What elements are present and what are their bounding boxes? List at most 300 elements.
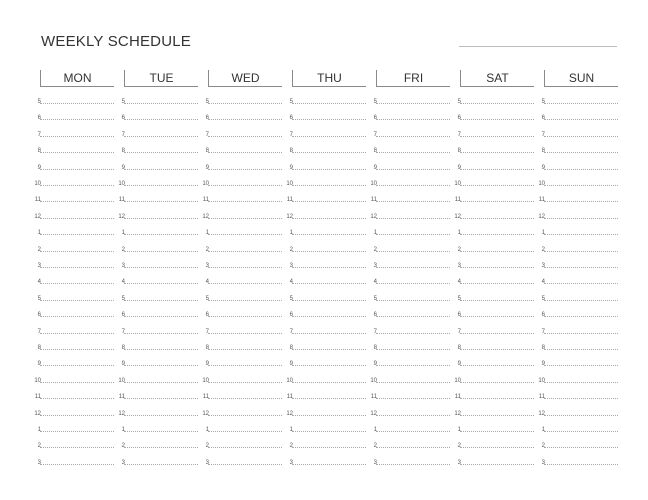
hour-row[interactable]	[121, 115, 199, 125]
hour-label: 12	[370, 410, 377, 417]
hour-row[interactable]	[37, 99, 115, 109]
hour-row[interactable]	[541, 427, 619, 437]
hour-row[interactable]	[457, 132, 535, 142]
hour-row[interactable]	[289, 427, 367, 437]
hour-label: 8	[289, 148, 293, 155]
hour-row[interactable]	[289, 247, 367, 257]
hour-row[interactable]	[202, 410, 283, 421]
hour-row[interactable]	[541, 279, 619, 289]
hour-line	[208, 349, 282, 350]
hour-line	[376, 382, 450, 383]
hour-row[interactable]	[541, 460, 619, 470]
hour-row[interactable]	[289, 312, 367, 322]
hour-label: 11	[454, 394, 461, 401]
hour-row[interactable]	[457, 99, 535, 109]
hour-label: 11	[370, 394, 377, 401]
hour-row[interactable]	[34, 197, 115, 207]
hour-line	[376, 316, 450, 317]
hour-row[interactable]	[541, 99, 619, 109]
hour-label: 6	[373, 115, 377, 122]
hour-line	[40, 283, 114, 284]
hour-line	[208, 152, 282, 153]
hour-row[interactable]	[205, 165, 283, 175]
hour-row[interactable]	[289, 99, 367, 109]
hour-line	[292, 251, 366, 252]
hour-row[interactable]	[205, 247, 283, 257]
hour-row[interactable]	[457, 329, 535, 339]
hour-line	[544, 234, 618, 235]
hour-label: 12	[454, 213, 461, 220]
hour-row[interactable]	[373, 165, 451, 175]
hour-row[interactable]	[118, 197, 199, 207]
hour-row[interactable]	[289, 132, 367, 142]
hour-label: 4	[541, 279, 545, 286]
day-header	[460, 70, 534, 87]
hour-label: 12	[286, 410, 293, 417]
hour-line	[40, 382, 114, 383]
hour-row[interactable]	[541, 148, 619, 158]
hour-row[interactable]	[34, 213, 115, 224]
hour-row[interactable]	[538, 197, 619, 207]
hour-line	[40, 349, 114, 350]
hour-row[interactable]	[37, 115, 115, 125]
hour-row[interactable]	[37, 165, 115, 175]
day-label: WED	[231, 71, 260, 85]
hour-row[interactable]	[34, 410, 115, 421]
hour-label: 3	[37, 263, 41, 269]
hour-row[interactable]	[37, 132, 115, 142]
hour-label: 9	[205, 361, 209, 368]
hour-row[interactable]	[538, 410, 619, 421]
hour-row[interactable]	[541, 165, 619, 175]
hour-label: 11	[118, 394, 125, 401]
hour-row[interactable]	[205, 148, 283, 158]
hour-row[interactable]	[289, 115, 367, 125]
hour-row[interactable]	[373, 148, 451, 158]
hour-line	[40, 136, 114, 137]
hour-row[interactable]	[34, 181, 115, 191]
hour-row[interactable]	[205, 279, 283, 289]
hour-row[interactable]	[37, 263, 115, 273]
hour-line	[460, 300, 534, 301]
hour-row[interactable]	[121, 148, 199, 158]
hour-label: 11	[34, 394, 41, 401]
hour-label: 10	[538, 377, 545, 384]
hour-label: 12	[118, 213, 125, 220]
hour-row[interactable]	[286, 181, 367, 191]
hour-line	[376, 447, 450, 448]
hour-label: 10	[538, 181, 545, 187]
hour-row[interactable]	[289, 165, 367, 175]
hour-row[interactable]	[205, 312, 283, 322]
hour-line	[376, 415, 450, 416]
hour-label: 1	[457, 230, 461, 237]
hour-row[interactable]	[373, 329, 451, 339]
hour-line	[124, 398, 198, 399]
hour-row[interactable]	[121, 312, 199, 322]
hour-label: 7	[457, 131, 461, 138]
hour-label: 12	[370, 213, 377, 220]
hour-label: 3	[541, 263, 545, 269]
hour-line	[460, 267, 534, 268]
hour-label: 6	[289, 312, 293, 319]
hour-row[interactable]	[541, 263, 619, 273]
hour-line	[460, 119, 534, 120]
hour-label: 1	[205, 427, 209, 433]
hour-row[interactable]	[538, 213, 619, 224]
hour-label: 10	[34, 377, 41, 384]
hour-row[interactable]	[37, 312, 115, 322]
hour-label: 7	[373, 328, 377, 335]
hour-row[interactable]	[121, 443, 199, 453]
hour-label: 2	[541, 443, 545, 450]
hour-row[interactable]	[370, 394, 451, 404]
hour-row[interactable]	[205, 329, 283, 339]
hour-row[interactable]	[286, 197, 367, 207]
day-header	[124, 70, 198, 87]
hour-row[interactable]	[541, 345, 619, 355]
hour-line	[544, 267, 618, 268]
hour-row[interactable]	[37, 361, 115, 371]
hour-row[interactable]	[289, 443, 367, 453]
hour-row[interactable]	[205, 99, 283, 109]
day-header	[376, 70, 450, 87]
hour-label: 12	[34, 213, 41, 220]
hour-line	[292, 218, 366, 219]
hour-row[interactable]	[370, 377, 451, 388]
hour-label: 11	[538, 197, 545, 204]
hour-row[interactable]	[205, 296, 283, 306]
hour-row[interactable]	[373, 443, 451, 453]
hour-line	[544, 316, 618, 317]
hour-row[interactable]	[541, 230, 619, 240]
hour-row[interactable]	[370, 410, 451, 421]
hour-line	[544, 365, 618, 366]
hour-line	[124, 185, 198, 186]
hour-row[interactable]	[37, 345, 115, 355]
hour-row[interactable]	[202, 181, 283, 191]
hour-row[interactable]	[286, 394, 367, 404]
hour-row[interactable]	[289, 361, 367, 371]
hour-row[interactable]	[538, 181, 619, 191]
hour-row[interactable]	[37, 460, 115, 470]
hour-row[interactable]	[118, 377, 199, 388]
hour-row[interactable]	[121, 230, 199, 240]
hour-row[interactable]	[457, 361, 535, 371]
hour-row[interactable]	[541, 296, 619, 306]
hour-line	[376, 283, 450, 284]
hour-row[interactable]	[457, 279, 535, 289]
hour-row[interactable]	[370, 181, 451, 191]
hour-line	[124, 300, 198, 301]
hour-line	[208, 218, 282, 219]
hour-line	[40, 119, 114, 120]
hour-label: 3	[373, 459, 377, 466]
hour-row[interactable]	[205, 443, 283, 453]
hour-row[interactable]	[373, 99, 451, 109]
hour-line	[124, 251, 198, 252]
hour-row[interactable]	[205, 132, 283, 142]
hour-line	[124, 234, 198, 235]
hour-row[interactable]	[541, 247, 619, 257]
hour-label: 6	[457, 115, 461, 122]
hour-row[interactable]	[454, 377, 535, 388]
hour-line	[376, 431, 450, 432]
hour-row[interactable]	[289, 279, 367, 289]
hour-label: 9	[37, 361, 41, 368]
hour-row[interactable]	[202, 394, 283, 404]
hour-row[interactable]	[121, 460, 199, 470]
hour-line	[208, 464, 282, 465]
hour-line	[124, 136, 198, 137]
hour-row[interactable]	[454, 410, 535, 421]
hour-label: 11	[538, 394, 545, 401]
hour-row[interactable]	[373, 115, 451, 125]
hour-label: 2	[121, 443, 125, 450]
hour-row[interactable]	[538, 394, 619, 404]
hour-row[interactable]	[370, 197, 451, 207]
hour-line	[208, 169, 282, 170]
hour-row[interactable]	[37, 329, 115, 339]
hour-label: 7	[457, 328, 461, 335]
hour-row[interactable]	[457, 115, 535, 125]
hour-row[interactable]	[121, 361, 199, 371]
hour-row[interactable]	[286, 377, 367, 388]
hour-row[interactable]	[205, 345, 283, 355]
day-header	[40, 70, 114, 87]
hour-row[interactable]	[121, 345, 199, 355]
hour-label: 3	[373, 263, 377, 269]
hour-row[interactable]	[37, 443, 115, 453]
hour-line	[292, 365, 366, 366]
hour-line	[544, 300, 618, 301]
hour-row[interactable]	[457, 247, 535, 257]
hour-label: 2	[457, 443, 461, 450]
hour-label: 11	[286, 197, 293, 204]
hour-row[interactable]	[454, 197, 535, 207]
hour-label: 8	[205, 345, 209, 351]
hour-label: 12	[202, 213, 209, 220]
hour-row[interactable]	[541, 312, 619, 322]
hour-line	[376, 152, 450, 153]
hour-row[interactable]	[457, 312, 535, 322]
hour-label: 3	[457, 459, 461, 466]
hour-row[interactable]	[289, 230, 367, 240]
hour-label: 7	[37, 328, 41, 335]
hour-label: 6	[541, 312, 545, 319]
hour-row[interactable]	[37, 247, 115, 257]
hour-row[interactable]	[457, 345, 535, 355]
hour-row[interactable]	[457, 263, 535, 273]
hour-row[interactable]	[541, 361, 619, 371]
hour-line	[544, 382, 618, 383]
hour-label: 5	[541, 295, 545, 302]
hour-row[interactable]	[373, 247, 451, 257]
hour-row[interactable]	[37, 427, 115, 437]
day-header	[208, 70, 282, 87]
hour-line	[460, 464, 534, 465]
hour-line	[544, 169, 618, 170]
hour-line	[460, 431, 534, 432]
hour-line	[544, 464, 618, 465]
hour-row[interactable]	[34, 377, 115, 388]
hour-label: 11	[454, 197, 461, 204]
hour-row[interactable]	[121, 279, 199, 289]
hour-line	[292, 431, 366, 432]
day-header	[544, 70, 618, 87]
hour-row[interactable]	[373, 345, 451, 355]
hour-row[interactable]	[370, 213, 451, 224]
hour-row[interactable]	[202, 197, 283, 207]
hour-row[interactable]	[37, 296, 115, 306]
hour-row[interactable]	[37, 279, 115, 289]
hour-row[interactable]	[457, 165, 535, 175]
hour-label: 4	[457, 279, 461, 286]
hour-row[interactable]	[118, 213, 199, 224]
hour-line	[460, 152, 534, 153]
hour-row[interactable]	[205, 263, 283, 273]
hour-line	[544, 398, 618, 399]
hour-row[interactable]	[205, 115, 283, 125]
hour-row[interactable]	[373, 230, 451, 240]
hour-row[interactable]	[289, 148, 367, 158]
hour-row[interactable]	[205, 230, 283, 240]
hour-row[interactable]	[286, 213, 367, 224]
hour-line	[208, 201, 282, 202]
hour-row[interactable]	[121, 165, 199, 175]
hour-label: 11	[118, 197, 125, 204]
hour-row[interactable]	[373, 312, 451, 322]
hour-row[interactable]	[118, 181, 199, 191]
hour-line	[208, 185, 282, 186]
hour-row[interactable]	[121, 329, 199, 339]
hour-row[interactable]	[286, 410, 367, 421]
hour-row[interactable]	[373, 460, 451, 470]
hour-label: 6	[373, 312, 377, 319]
hour-row[interactable]	[121, 247, 199, 257]
hour-label: 3	[289, 459, 293, 466]
hour-row[interactable]	[202, 213, 283, 224]
hour-line	[376, 333, 450, 334]
hour-label: 1	[289, 230, 293, 237]
hour-label: 8	[541, 345, 545, 351]
hour-label: 12	[118, 410, 125, 417]
hour-row[interactable]	[121, 296, 199, 306]
hour-line	[292, 103, 366, 104]
hour-row[interactable]	[373, 279, 451, 289]
hour-label: 10	[370, 181, 377, 187]
hour-row[interactable]	[373, 132, 451, 142]
hour-row[interactable]	[205, 460, 283, 470]
hour-row[interactable]	[118, 410, 199, 421]
hour-line	[124, 119, 198, 120]
hour-row[interactable]	[121, 99, 199, 109]
hour-line	[292, 464, 366, 465]
hour-line	[208, 447, 282, 448]
hour-row[interactable]	[373, 361, 451, 371]
hour-label: 4	[121, 279, 125, 286]
hour-line	[40, 201, 114, 202]
hour-row[interactable]	[454, 213, 535, 224]
day-column-sun	[538, 70, 619, 470]
hour-row[interactable]	[121, 427, 199, 437]
hour-row[interactable]	[289, 329, 367, 339]
hour-label: 9	[457, 164, 461, 171]
hour-row[interactable]	[373, 263, 451, 273]
hour-row[interactable]	[373, 296, 451, 306]
hour-row[interactable]	[541, 115, 619, 125]
hour-label: 6	[205, 312, 209, 319]
hour-line	[460, 185, 534, 186]
day-label: TUE	[149, 71, 174, 85]
hour-label: 12	[34, 410, 41, 417]
hour-row[interactable]	[118, 394, 199, 404]
hour-label: 10	[286, 181, 293, 187]
hour-row[interactable]	[205, 361, 283, 371]
hour-label: 7	[121, 131, 125, 138]
hour-label: 8	[37, 148, 41, 155]
hour-row[interactable]	[538, 377, 619, 388]
hour-row[interactable]	[454, 181, 535, 191]
hour-label: 8	[121, 148, 125, 155]
hour-line	[124, 152, 198, 153]
hour-row[interactable]	[37, 148, 115, 158]
hour-line	[40, 267, 114, 268]
day-column-tue	[118, 70, 199, 470]
hour-row[interactable]	[454, 394, 535, 404]
hour-row[interactable]	[373, 427, 451, 437]
name-underline	[459, 46, 617, 47]
hour-line	[544, 201, 618, 202]
hour-row[interactable]	[205, 427, 283, 437]
hour-row[interactable]	[37, 230, 115, 240]
hour-line	[376, 136, 450, 137]
hour-label: 4	[37, 279, 41, 286]
hour-label: 2	[373, 246, 377, 253]
hour-label: 2	[289, 246, 293, 253]
hour-line	[544, 152, 618, 153]
hour-row[interactable]	[289, 263, 367, 273]
hour-row[interactable]	[34, 394, 115, 404]
hour-label: 10	[34, 181, 41, 187]
hour-line	[124, 103, 198, 104]
day-column-fri	[370, 70, 451, 470]
hour-row[interactable]	[457, 148, 535, 158]
hour-row[interactable]	[541, 132, 619, 142]
hour-row[interactable]	[121, 132, 199, 142]
hour-line	[460, 201, 534, 202]
hour-line	[208, 316, 282, 317]
hour-row[interactable]	[202, 377, 283, 388]
hour-line	[40, 234, 114, 235]
hour-row[interactable]	[457, 296, 535, 306]
hour-row[interactable]	[457, 443, 535, 453]
hour-line	[40, 447, 114, 448]
hour-row[interactable]	[457, 427, 535, 437]
hour-row[interactable]	[289, 460, 367, 470]
hour-row[interactable]	[457, 230, 535, 240]
hour-row[interactable]	[121, 263, 199, 273]
hour-row[interactable]	[457, 460, 535, 470]
hour-label: 5	[541, 99, 545, 105]
hour-label: 2	[205, 246, 209, 253]
hour-label: 2	[373, 443, 377, 450]
hour-row[interactable]	[289, 345, 367, 355]
hour-line	[460, 169, 534, 170]
hour-row[interactable]	[541, 443, 619, 453]
hour-row[interactable]	[541, 329, 619, 339]
hour-row[interactable]	[289, 296, 367, 306]
